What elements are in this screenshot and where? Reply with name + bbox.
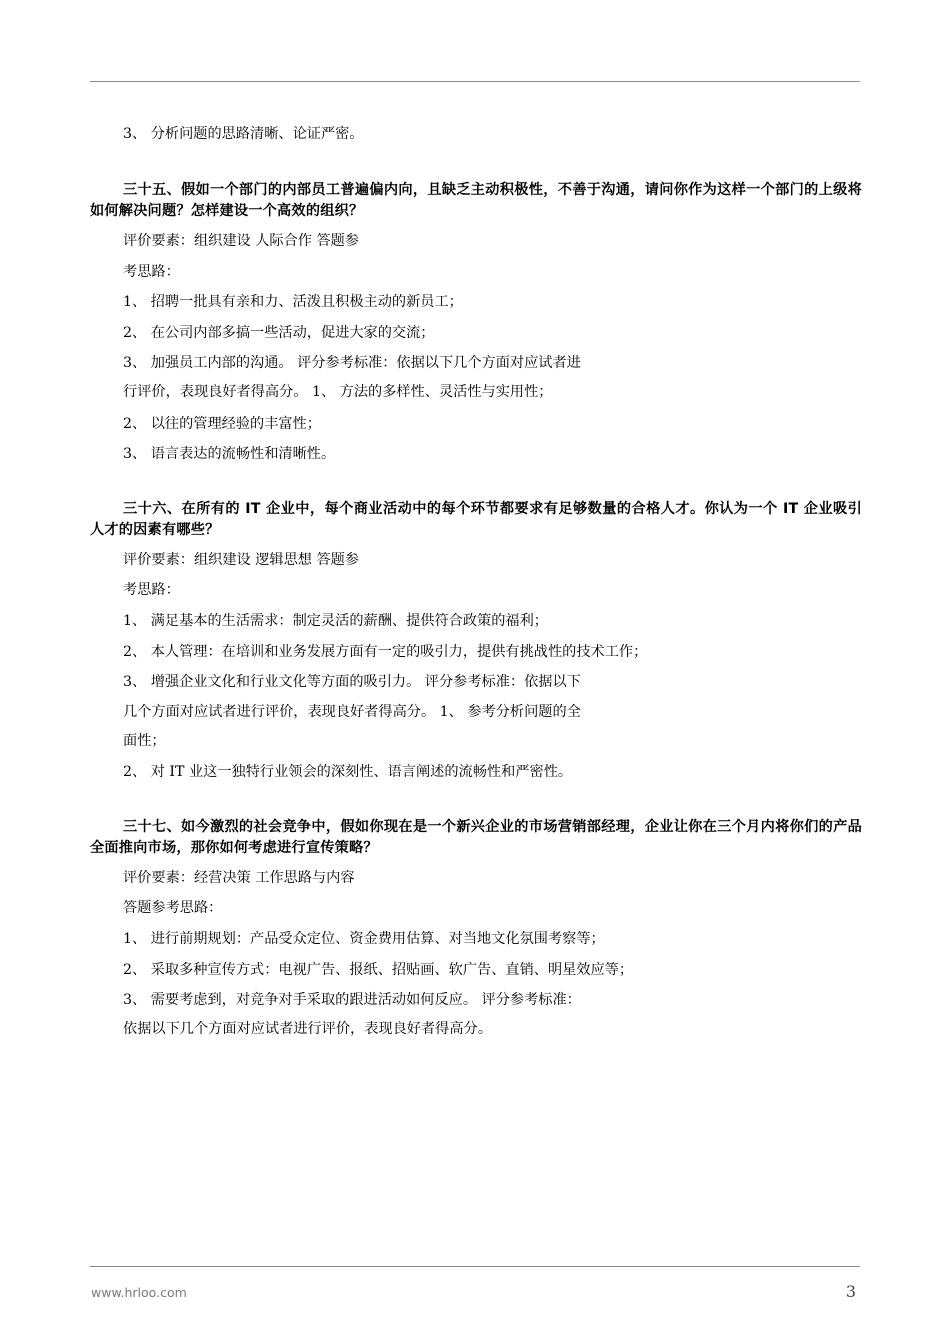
q36-line-6: 几个方面对应试者进行评价，表现良好者得高分。 1、 参考分析问题的全 bbox=[123, 704, 581, 720]
q35-line-8: 3、 语言表达的流畅性和清晰性。 bbox=[123, 446, 336, 462]
q35-line-7: 2、 以往的管理经验的丰富性； bbox=[123, 416, 321, 432]
q36-line-4: 2、 本人管理：在培训和业务发展方面有一定的吸引力，提供有挑战性的技术工作； bbox=[123, 644, 648, 660]
q37-line-4: 2、 采取多种宣传方式：电视广告、报纸、招贴画、软广告、直销、明星效应等； bbox=[123, 962, 634, 978]
q35-line-2: 考思路： bbox=[123, 264, 180, 280]
q37-line-2: 答题参考思路： bbox=[123, 900, 223, 916]
header-rule bbox=[90, 81, 860, 82]
footer-rule bbox=[90, 1266, 860, 1267]
q35-line-3: 1、 招聘一批具有亲和力、活泼且积极主动的新员工； bbox=[123, 294, 463, 310]
q37-line-1: 评价要素：经营决策 工作思路与内容 bbox=[123, 870, 355, 886]
intro-item: 3、 分析问题的思路清晰、论证严密。 bbox=[123, 126, 364, 142]
question-35-title: 三十五、假如一个部门的内部员工普遍偏内向，且缺乏主动积极性，不善于沟通，请问你作为这样一个部门的上级将如何解决问题？怎样建设一个高效的组织？ bbox=[90, 182, 862, 219]
q36-line-8: 2、 对 IT 业这一独特行业领会的深刻性、语言阐述的流畅性和严密性。 bbox=[123, 764, 573, 780]
q36-line-1: 评价要素：组织建设 逻辑思想 答题参 bbox=[123, 552, 360, 568]
footer-url[interactable]: www.hrloo.com bbox=[91, 1285, 187, 1300]
question-36-title: 三十六、在所有的 IT 企业中，每个商业活动中的每个环节都要求有足够数量的合格人才。你认为一个 IT 企业吸引人才的因素有哪些？ bbox=[90, 501, 862, 538]
q35-line-4: 2、 在公司内部多搞一些活动，促进大家的交流； bbox=[123, 325, 435, 341]
q37-line-3: 1、 进行前期规划：产品受众定位、资金费用估算、对当地文化氛围考察等； bbox=[123, 931, 605, 947]
q36-line-3: 1、 满足基本的生活需求：制定灵活的薪酬、提供符合政策的福利； bbox=[123, 613, 548, 629]
q37-line-6: 依据以下几个方面对应试者进行评价，表现良好者得高分。 bbox=[123, 1021, 492, 1037]
q35-line-5: 3、 加强员工内部的沟通。 评分参考标准：依据以下几个方面对应试者进 bbox=[123, 355, 581, 371]
q37-line-5: 3、 需要考虑到，对竞争对手采取的跟进活动如何反应。 评分参考标准： bbox=[123, 992, 581, 1008]
q35-line-1: 评价要素：组织建设 人际合作 答题参 bbox=[123, 233, 360, 249]
page-number: 3 bbox=[845, 1282, 856, 1301]
q36-line-5: 3、 增强企业文化和行业文化等方面的吸引力。 评分参考标准：依据以下 bbox=[123, 674, 581, 690]
q35-line-6: 行评价，表现良好者得高分。 1、 方法的多样性、灵活性与实用性； bbox=[123, 384, 553, 400]
q36-line-7: 面性； bbox=[123, 733, 166, 749]
question-37-title: 三十七、如今激烈的社会竞争中，假如你现在是一个新兴企业的市场营销部经理，企业让你在三个月内将你们的产品全面推向市场，那你如何考虑进行宣传策略？ bbox=[90, 819, 862, 856]
q36-line-2: 考思路： bbox=[123, 582, 180, 598]
